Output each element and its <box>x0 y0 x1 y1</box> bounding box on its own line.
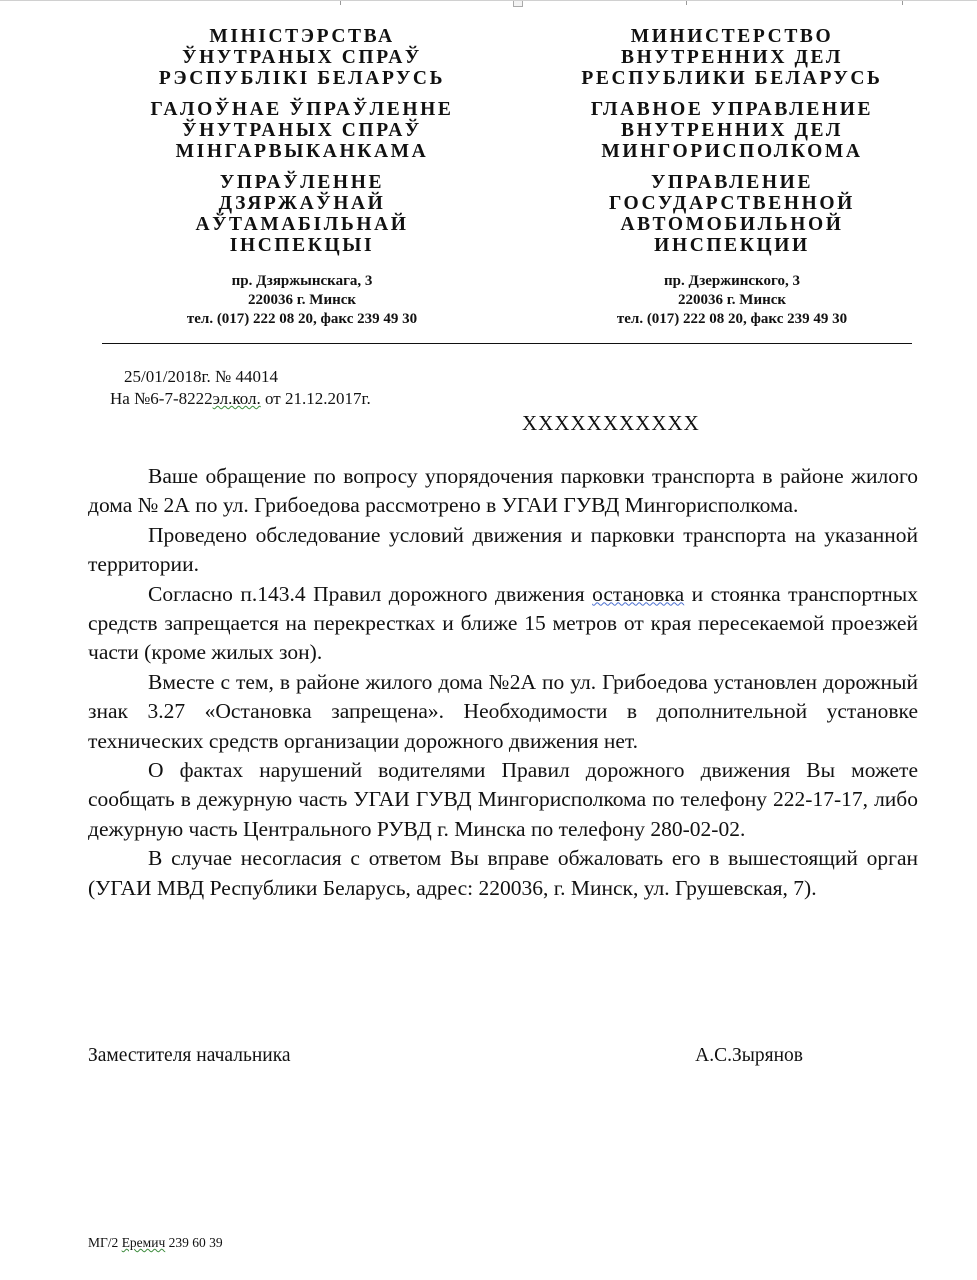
ruler-tick <box>340 1 341 5</box>
spellcheck-mark: эл.кол. <box>212 389 261 408</box>
spellcheck-mark: Еремич <box>121 1235 166 1250</box>
window-top-edge <box>0 0 977 7</box>
address-block-ru: пр. Дзержинского, 3 220036 г. Минск тел. (017) 222 08 20, факс 239 49 30 <box>616 273 848 327</box>
paragraph: О фактах нарушений водителями Правил дорожного движения Вы можете сообщать в дежурную часть УГАИ ГУВД Мингорисполкома по телефону 222-17-17, либо дежурную часть Центрального РУВД г. Минска по телефону 280-02-02. <box>88 758 918 841</box>
paragraph: Ваше обращение по вопросу упорядочения парковки транспорта в районе жилого дома № 2А по ул. Грибоедова рассмотрено в УГАИ ГУВД Мингорисполкома. <box>88 464 918 518</box>
letter-date-number: 25/01/2018г. № 44014 <box>124 367 278 386</box>
incoming-reference: На №6-7-8222эл.кол. от 21.12.2017г. <box>110 389 371 408</box>
ruler-tick <box>902 1 903 5</box>
ruler-tick <box>686 1 687 5</box>
unit-block-by: УПРАЎЛЕННЕ ДЗЯРЖАЎНАЙ АЎТАМАБІЛЬНАЙ ІНСПЕКЦЫІ <box>195 172 409 256</box>
paragraph: Проведено обследование условий движения и парковки транспорта на указанной территории. <box>88 522 918 577</box>
letterhead-divider <box>102 343 912 344</box>
paragraph: Вместе с тем, в районе жилого дома №2А по ул. Грибоедова установлен дорожный знак 3.27 «Остановка запрещена». Необходимости в дополнительной установке технических средств организации дорожного движения нет. <box>88 669 918 753</box>
signature-line <box>88 1045 803 1067</box>
outgoing-reference <box>110 366 371 410</box>
ministry-block-ru: МИНИСТЕРСТВО ВНУТРЕННИХ ДЕЛ РЕСПУБЛИКИ БЕЛАРУСЬ <box>581 26 883 89</box>
signatory-name: А.С.Зырянов <box>695 1045 803 1066</box>
unit-block-ru: УПРАВЛЕНИЕ ГОСУДАРСТВЕННОЙ АВТОМОБИЛЬНОЙ ИНСПЕКЦИИ <box>609 172 855 256</box>
letter-body <box>88 462 918 903</box>
table-move-handle[interactable] <box>513 1 523 7</box>
paragraph: В случае несогласия с ответом Вы вправе обжаловать его в вышестоящий орган (УГАИ МВД Республики Беларусь, адрес: 220036, г. Минск, ул. Грушевская, 7). <box>88 846 918 900</box>
grammar-mark: остановка <box>592 581 685 606</box>
recipient-name: ХХХХХХХХХХХ <box>522 411 700 435</box>
paragraph: Согласно п.143.4 Правил дорожного движения остановка и стоянка транспортных средств запрещается на перекрестках и ближе 15 метров от края пересекаемой проезжей части (кроме жилых зон). <box>88 581 918 665</box>
department-block-ru: ГЛАВНОЕ УПРАВЛЕНИЕ ВНУТРЕННИХ ДЕЛ МИНГОРИСПОЛКОМА <box>590 99 874 162</box>
department-block-by: ГАЛОЎНАЕ ЎПРАЎЛЕННЕ ЎНУТРАНЫХ СПРАЎ МІНГАРВЫКАНКАМА <box>150 99 454 162</box>
letterhead-belarusian <box>112 26 492 329</box>
executor-footer: МГ/2 Еремич 239 60 39 <box>88 1235 223 1250</box>
address-block-by: пр. Дзяржынскага, 3 220036 г. Минск тел. (017) 222 08 20, факс 239 49 30 <box>186 273 418 327</box>
letterhead-russian <box>532 26 932 329</box>
signatory-title: Заместителя начальника <box>88 1045 291 1066</box>
ministry-block-by: МІНІСТЭРСТВА ЎНУТРАНЫХ СПРАЎ РЭСПУБЛІКІ БЕЛАРУСЬ <box>158 26 446 89</box>
